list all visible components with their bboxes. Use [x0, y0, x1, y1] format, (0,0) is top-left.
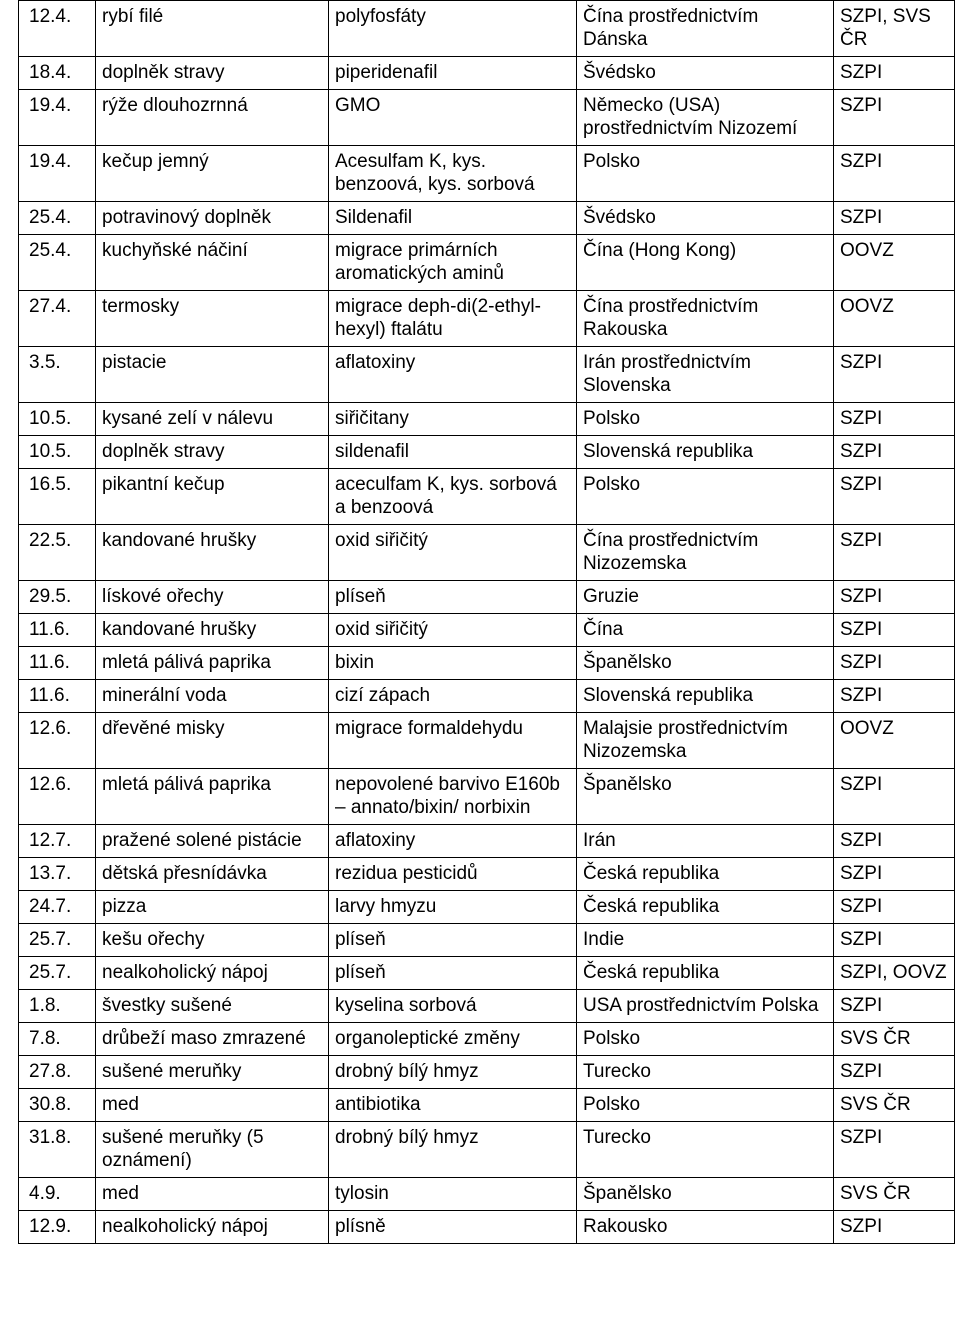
origin-cell: Německo (USA) prostřednictvím Nizozemí: [577, 90, 834, 146]
table-row: [19, 90, 955, 146]
date-cell: 18.4.: [19, 57, 96, 90]
product-cell: mletá pálivá paprika: [96, 769, 329, 825]
product-cell: švestky sušené: [96, 990, 329, 1023]
authority-cell: SZPI: [834, 614, 955, 647]
authority-cell: SZPI: [834, 825, 955, 858]
authority-cell: SZPI: [834, 769, 955, 825]
reason-cell: tylosin: [329, 1178, 577, 1211]
table-row: [19, 581, 955, 614]
product-cell: doplněk stravy: [96, 57, 329, 90]
table-row: [19, 469, 955, 525]
date-cell: 25.4.: [19, 202, 96, 235]
table-row: [19, 647, 955, 680]
authority-cell: SZPI: [834, 57, 955, 90]
table-row: [19, 713, 955, 769]
authority-cell: OOVZ: [834, 713, 955, 769]
date-cell: 10.5.: [19, 436, 96, 469]
origin-cell: Slovenská republika: [577, 436, 834, 469]
date-cell: 12.4.: [19, 1, 96, 57]
table-row: [19, 1089, 955, 1122]
table-row: [19, 436, 955, 469]
reason-cell: migrace deph-di(2-ethyl-hexyl) ftalátu: [329, 291, 577, 347]
date-cell: 1.8.: [19, 990, 96, 1023]
authority-cell: SZPI: [834, 202, 955, 235]
table-row: [19, 1122, 955, 1178]
origin-cell: Indie: [577, 924, 834, 957]
authority-cell: SVS ČR: [834, 1089, 955, 1122]
authority-cell: SZPI: [834, 1056, 955, 1089]
product-cell: kešu ořechy: [96, 924, 329, 957]
reason-cell: antibiotika: [329, 1089, 577, 1122]
table-row: [19, 1211, 955, 1244]
date-cell: 7.8.: [19, 1023, 96, 1056]
origin-cell: Gruzie: [577, 581, 834, 614]
origin-cell: Česká republika: [577, 957, 834, 990]
reason-cell: migrace formaldehydu: [329, 713, 577, 769]
records-table: [18, 0, 955, 1244]
date-cell: 13.7.: [19, 858, 96, 891]
origin-cell: Polsko: [577, 146, 834, 202]
product-cell: doplněk stravy: [96, 436, 329, 469]
origin-cell: Polsko: [577, 1023, 834, 1056]
origin-cell: Polsko: [577, 469, 834, 525]
date-cell: 19.4.: [19, 146, 96, 202]
date-cell: 11.6.: [19, 647, 96, 680]
date-cell: 30.8.: [19, 1089, 96, 1122]
reason-cell: sildenafil: [329, 436, 577, 469]
product-cell: kuchyňské náčiní: [96, 235, 329, 291]
table-row: [19, 1056, 955, 1089]
records-table-body: [19, 1, 955, 1244]
date-cell: 3.5.: [19, 347, 96, 403]
authority-cell: SZPI: [834, 1211, 955, 1244]
product-cell: mletá pálivá paprika: [96, 647, 329, 680]
origin-cell: Čína (Hong Kong): [577, 235, 834, 291]
product-cell: med: [96, 1178, 329, 1211]
date-cell: 11.6.: [19, 614, 96, 647]
table-row: [19, 825, 955, 858]
table-row: [19, 990, 955, 1023]
authority-cell: SZPI: [834, 1122, 955, 1178]
authority-cell: SZPI: [834, 858, 955, 891]
table-row: [19, 858, 955, 891]
origin-cell: Čína: [577, 614, 834, 647]
table-row: [19, 146, 955, 202]
date-cell: 31.8.: [19, 1122, 96, 1178]
reason-cell: oxid siřičitý: [329, 614, 577, 647]
date-cell: 12.7.: [19, 825, 96, 858]
reason-cell: Sildenafil: [329, 202, 577, 235]
reason-cell: drobný bílý hmyz: [329, 1122, 577, 1178]
date-cell: 27.4.: [19, 291, 96, 347]
authority-cell: SZPI: [834, 90, 955, 146]
product-cell: nealkoholický nápoj: [96, 1211, 329, 1244]
authority-cell: SVS ČR: [834, 1178, 955, 1211]
authority-cell: SZPI, SVS ČR: [834, 1, 955, 57]
product-cell: kandované hrušky: [96, 614, 329, 647]
table-row: [19, 235, 955, 291]
product-cell: dřevěné misky: [96, 713, 329, 769]
origin-cell: Polsko: [577, 1089, 834, 1122]
product-cell: minerální voda: [96, 680, 329, 713]
product-cell: med: [96, 1089, 329, 1122]
date-cell: 22.5.: [19, 525, 96, 581]
product-cell: kandované hrušky: [96, 525, 329, 581]
product-cell: drůbeží maso zmrazené: [96, 1023, 329, 1056]
reason-cell: aflatoxiny: [329, 347, 577, 403]
reason-cell: aflatoxiny: [329, 825, 577, 858]
reason-cell: polyfosfáty: [329, 1, 577, 57]
origin-cell: Turecko: [577, 1122, 834, 1178]
origin-cell: Rakousko: [577, 1211, 834, 1244]
origin-cell: Polsko: [577, 403, 834, 436]
table-row: [19, 347, 955, 403]
authority-cell: SZPI: [834, 924, 955, 957]
authority-cell: OOVZ: [834, 235, 955, 291]
authority-cell: OOVZ: [834, 291, 955, 347]
origin-cell: Španělsko: [577, 647, 834, 680]
product-cell: lískové ořechy: [96, 581, 329, 614]
reason-cell: drobný bílý hmyz: [329, 1056, 577, 1089]
date-cell: 25.7.: [19, 957, 96, 990]
origin-cell: Malajsie prostřednictvím Nizozemska: [577, 713, 834, 769]
reason-cell: cizí zápach: [329, 680, 577, 713]
origin-cell: Irán prostřednictvím Slovenska: [577, 347, 834, 403]
product-cell: pražené solené pistácie: [96, 825, 329, 858]
reason-cell: larvy hmyzu: [329, 891, 577, 924]
product-cell: rýže dlouhozrnná: [96, 90, 329, 146]
date-cell: 29.5.: [19, 581, 96, 614]
origin-cell: Turecko: [577, 1056, 834, 1089]
date-cell: 12.9.: [19, 1211, 96, 1244]
reason-cell: plísně: [329, 1211, 577, 1244]
product-cell: potravinový doplněk: [96, 202, 329, 235]
product-cell: pizza: [96, 891, 329, 924]
date-cell: 25.4.: [19, 235, 96, 291]
product-cell: dětská přesnídávka: [96, 858, 329, 891]
authority-cell: SZPI: [834, 436, 955, 469]
authority-cell: SZPI: [834, 403, 955, 436]
origin-cell: Čína prostřednictvím Dánska: [577, 1, 834, 57]
product-cell: sušené meruňky (5 oznámení): [96, 1122, 329, 1178]
date-cell: 12.6.: [19, 769, 96, 825]
product-cell: kysané zelí v nálevu: [96, 403, 329, 436]
authority-cell: SZPI, OOVZ: [834, 957, 955, 990]
reason-cell: kyselina sorbová: [329, 990, 577, 1023]
table-row: [19, 680, 955, 713]
date-cell: 24.7.: [19, 891, 96, 924]
reason-cell: Acesulfam K, kys. benzoová, kys. sorbová: [329, 146, 577, 202]
origin-cell: Čína prostřednictvím Nizozemska: [577, 525, 834, 581]
date-cell: 25.7.: [19, 924, 96, 957]
authority-cell: SZPI: [834, 581, 955, 614]
table-row: [19, 202, 955, 235]
authority-cell: SZPI: [834, 891, 955, 924]
authority-cell: SZPI: [834, 469, 955, 525]
table-row: [19, 924, 955, 957]
reason-cell: piperidenafil: [329, 57, 577, 90]
origin-cell: Španělsko: [577, 769, 834, 825]
product-cell: rybí filé: [96, 1, 329, 57]
table-row: [19, 614, 955, 647]
reason-cell: plíseň: [329, 924, 577, 957]
authority-cell: SVS ČR: [834, 1023, 955, 1056]
origin-cell: Česká republika: [577, 891, 834, 924]
reason-cell: siřičitany: [329, 403, 577, 436]
origin-cell: USA prostřednictvím Polska: [577, 990, 834, 1023]
reason-cell: rezidua pesticidů: [329, 858, 577, 891]
product-cell: pistacie: [96, 347, 329, 403]
authority-cell: SZPI: [834, 347, 955, 403]
date-cell: 12.6.: [19, 713, 96, 769]
origin-cell: Španělsko: [577, 1178, 834, 1211]
reason-cell: plíseň: [329, 957, 577, 990]
authority-cell: SZPI: [834, 680, 955, 713]
authority-cell: SZPI: [834, 990, 955, 1023]
origin-cell: Irán: [577, 825, 834, 858]
reason-cell: aceculfam K, kys. sorbová a benzoová: [329, 469, 577, 525]
reason-cell: bixin: [329, 647, 577, 680]
table-row: [19, 769, 955, 825]
reason-cell: migrace primárních aromatických aminů: [329, 235, 577, 291]
reason-cell: oxid siřičitý: [329, 525, 577, 581]
date-cell: 4.9.: [19, 1178, 96, 1211]
table-row: [19, 891, 955, 924]
reason-cell: plíseň: [329, 581, 577, 614]
table-row: [19, 291, 955, 347]
table-row: [19, 957, 955, 990]
origin-cell: Švédsko: [577, 202, 834, 235]
product-cell: termosky: [96, 291, 329, 347]
table-row: [19, 1178, 955, 1211]
table-row: [19, 525, 955, 581]
origin-cell: Slovenská republika: [577, 680, 834, 713]
reason-cell: GMO: [329, 90, 577, 146]
product-cell: nealkoholický nápoj: [96, 957, 329, 990]
product-cell: kečup jemný: [96, 146, 329, 202]
table-row: [19, 57, 955, 90]
date-cell: 27.8.: [19, 1056, 96, 1089]
product-cell: sušené meruňky: [96, 1056, 329, 1089]
date-cell: 11.6.: [19, 680, 96, 713]
table-row: [19, 403, 955, 436]
date-cell: 10.5.: [19, 403, 96, 436]
product-cell: pikantní kečup: [96, 469, 329, 525]
table-row: [19, 1023, 955, 1056]
date-cell: 19.4.: [19, 90, 96, 146]
authority-cell: SZPI: [834, 525, 955, 581]
reason-cell: organoleptické změny: [329, 1023, 577, 1056]
authority-cell: SZPI: [834, 146, 955, 202]
reason-cell: nepovolené barvivo E160b – annato/bixin/ norbixin: [329, 769, 577, 825]
origin-cell: Česká republika: [577, 858, 834, 891]
authority-cell: SZPI: [834, 647, 955, 680]
table-row: [19, 1, 955, 57]
date-cell: 16.5.: [19, 469, 96, 525]
origin-cell: Švédsko: [577, 57, 834, 90]
origin-cell: Čína prostřednictvím Rakouska: [577, 291, 834, 347]
